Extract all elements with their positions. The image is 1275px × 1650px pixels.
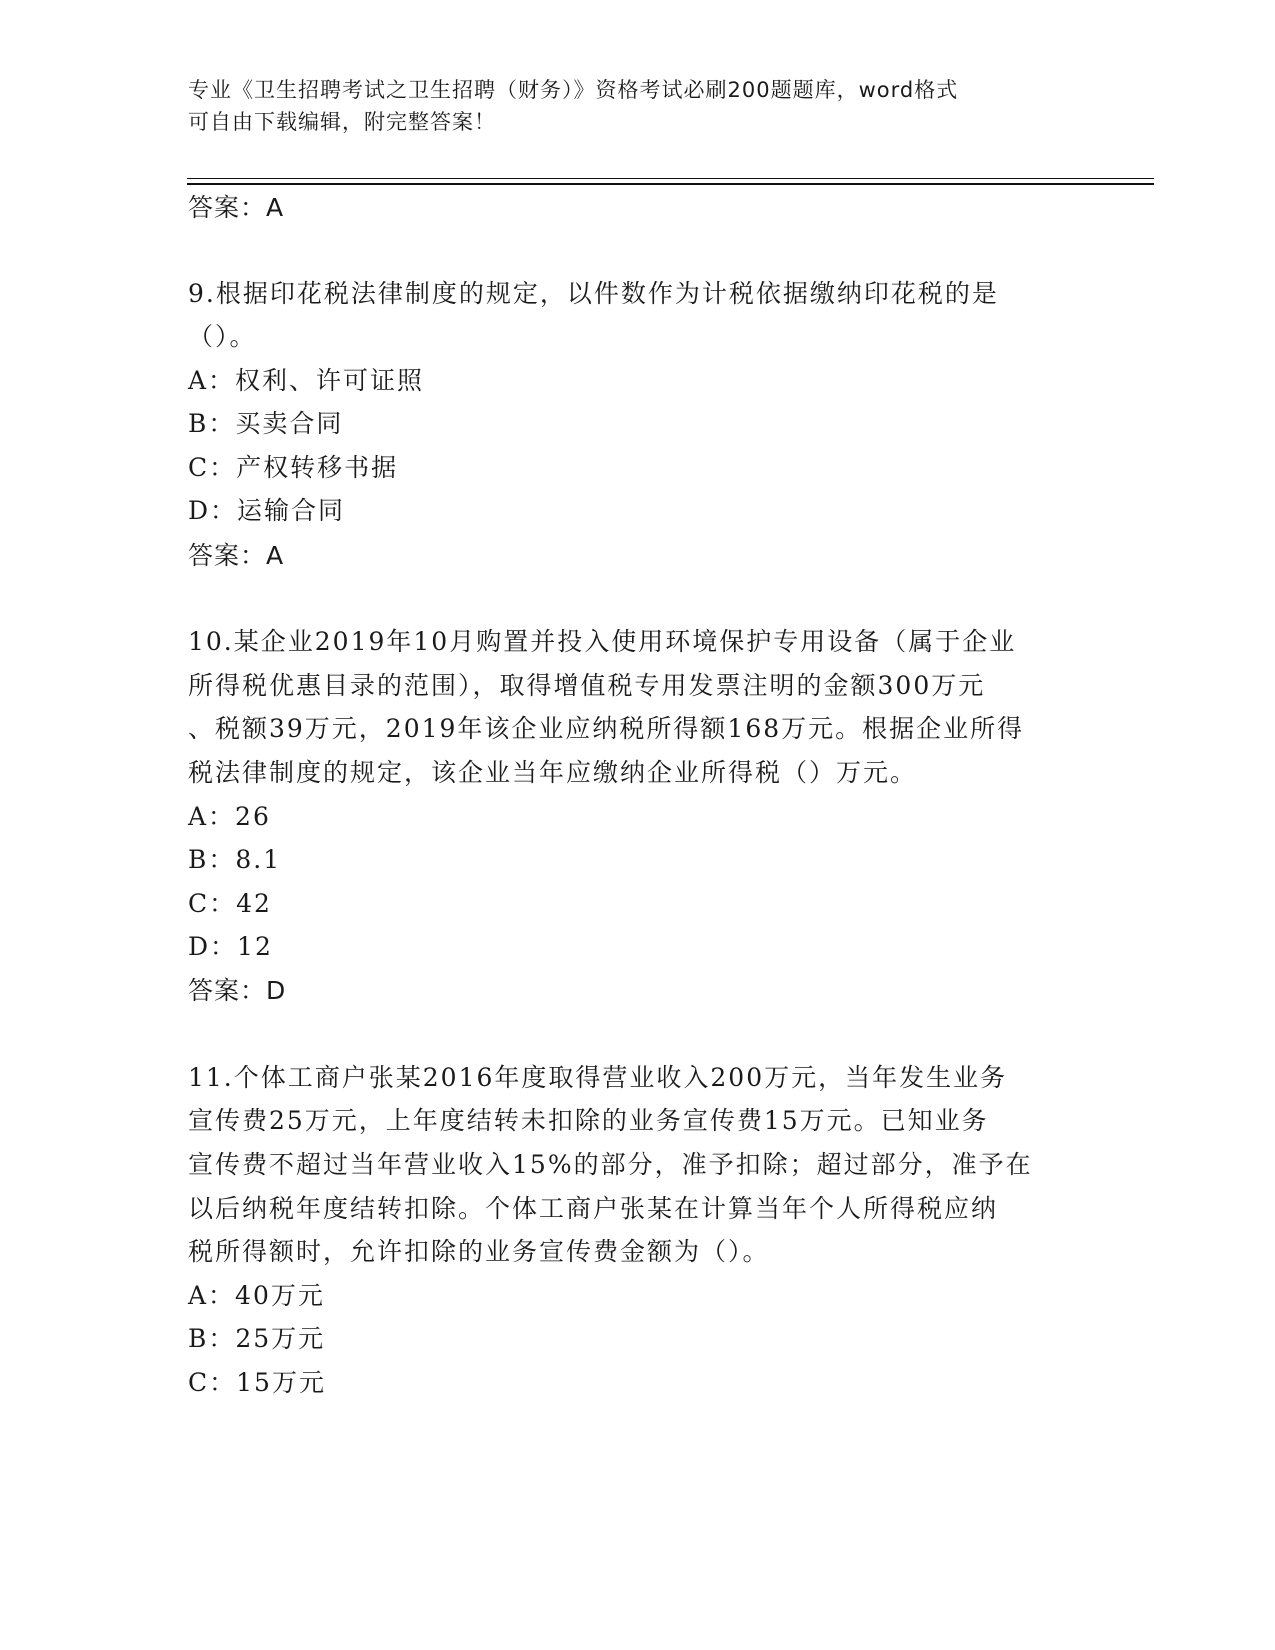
q9-stem-line-2: （）。 (188, 322, 257, 351)
q9-answer: 答案：A (188, 541, 285, 570)
q11-stem-line-1: 11.个体工商户张某2016年度取得营业收入200万元，当年发生业务 (188, 1063, 1008, 1092)
q9-option-d: D：运输合同 (188, 496, 346, 525)
header-divider-thin (187, 178, 1154, 179)
q10-answer: 答案：D (188, 976, 287, 1005)
header-title-line-1: 专业《卫生招聘考试之卫生招聘（财务）》资格考试必刷200题题库，word格式 (188, 78, 959, 102)
q10-option-d: D：12 (188, 932, 273, 961)
q9-option-c: C：产权转移书据 (188, 453, 399, 482)
q10-stem-line-3: 、税额39万元，2019年该企业应纳税所得额168万元。根据企业所得 (188, 714, 1025, 743)
q10-stem-line-4: 税法律制度的规定，该企业当年应缴纳企业所得税（）万元。 (188, 758, 918, 787)
q10-option-a: A：26 (188, 802, 271, 831)
q10-option-c: C：42 (188, 889, 272, 918)
q10-option-b: B：8.1 (188, 845, 282, 874)
q9-option-a: A：权利、许可证照 (188, 366, 425, 395)
q10-stem-line-1: 10.某企业2019年10月购置并投入使用环境保护专用设备（属于企业 (188, 627, 1017, 656)
header-divider-thick (187, 183, 1154, 185)
q11-stem-line-4: 以后纳税年度结转扣除。个体工商户张某在计算当年个人所得税应纳 (188, 1194, 999, 1223)
q11-stem-line-5: 税所得额时，允许扣除的业务宣传费金额为（）。 (188, 1237, 770, 1266)
q10-stem-line-2: 所得税优惠目录的范围），取得增值税专用发票注明的金额300万元 (188, 671, 986, 700)
answer-previous-question: 答案：A (188, 193, 285, 222)
q11-option-b: B：25万元 (188, 1324, 326, 1353)
header-title-line-2: 可自由下载编辑，附完整答案！ (188, 110, 496, 134)
q9-stem-line-1: 9.根据印花税法律制度的规定，以件数作为计税依据缴纳印花税的是 (188, 279, 999, 308)
document-header (188, 74, 1088, 138)
q11-stem-line-3: 宣传费不超过当年营业收入15%的部分，准予扣除；超过部分，准予在 (188, 1150, 1033, 1179)
q11-option-a: A：40万元 (188, 1281, 325, 1310)
q11-option-c: C：15万元 (188, 1368, 326, 1397)
q9-option-b: B：买卖合同 (188, 409, 344, 438)
q11-stem-line-2: 宣传费25万元，上年度结转未扣除的业务宣传费15万元。已知业务 (188, 1106, 989, 1135)
